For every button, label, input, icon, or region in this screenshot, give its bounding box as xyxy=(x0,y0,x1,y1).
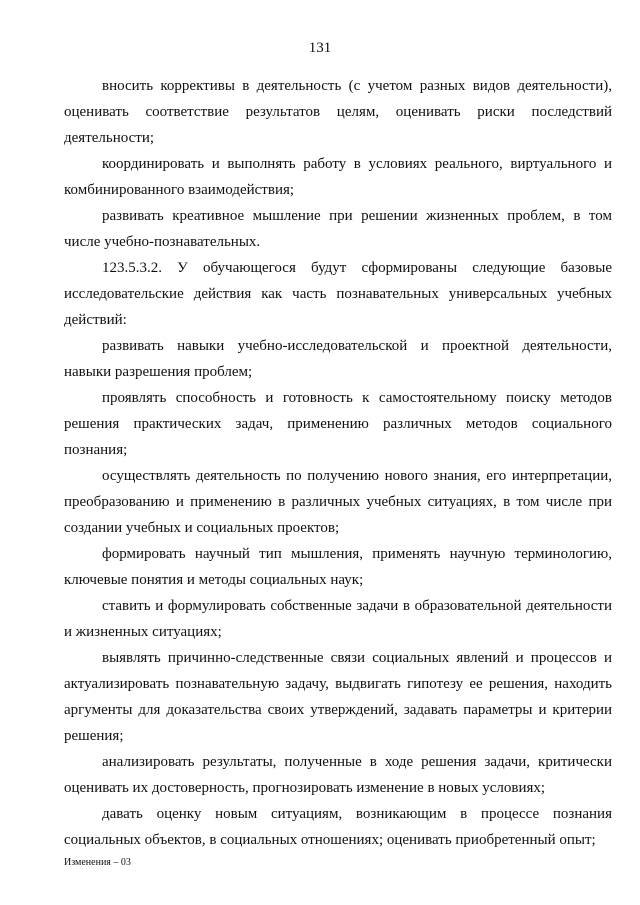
paragraph: координировать и выполнять работу в условиях реального, виртуального и комбинированного взаимодействия; xyxy=(64,156,612,198)
paragraph: 123.5.3.2. У обучающегося будут сформированы следующие базовые исследовательские действия как часть познавательных универсальных учебных действий: xyxy=(64,260,612,328)
document-body xyxy=(64,73,612,853)
paragraph: формировать научный тип мышления, применять научную терминологию, ключевые понятия и методы социальных наук; xyxy=(64,546,612,588)
paragraph: развивать навыки учебно-исследовательской и проектной деятельности, навыки разрешения проблем; xyxy=(64,338,612,380)
paragraph: вносить коррективы в деятельность (с учетом разных видов деятельности), оценивать соответствие результатов целям, оценивать риски последствий деятельности; xyxy=(64,78,612,146)
paragraph: осуществлять деятельность по получению нового знания, его интерпретации, преобразованию и применению в различных учебных ситуациях, в том числе при создании учебных и социальных проектов; xyxy=(64,468,612,536)
revision-footer: Изменения – 03 xyxy=(64,857,131,868)
paragraph: анализировать результаты, полученные в ходе решения задачи, критически оценивать их достоверность, прогнозировать изменение в новых условиях; xyxy=(64,754,612,796)
paragraph: развивать креативное мышление при решении жизненных проблем, в том числе учебно-познавательных. xyxy=(64,208,612,250)
paragraph: выявлять причинно-следственные связи социальных явлений и процессов и актуализировать познавательную задачу, выдвигать гипотезу ее решения, находить аргументы для доказательства своих утверждений, задавать параметры и критерии решения; xyxy=(64,650,612,744)
page-number: 131 xyxy=(308,40,332,56)
paragraph: проявлять способность и готовность к самостоятельному поиску методов решения практических задач, применению различных методов социального познания; xyxy=(64,390,612,458)
paragraph: давать оценку новым ситуациям, возникающим в процессе познания социальных объектов, в социальных отношениях; оценивать приобретенный опыт; xyxy=(64,806,612,848)
paragraph: ставить и формулировать собственные задачи в образовательной деятельности и жизненных ситуациях; xyxy=(64,598,612,640)
